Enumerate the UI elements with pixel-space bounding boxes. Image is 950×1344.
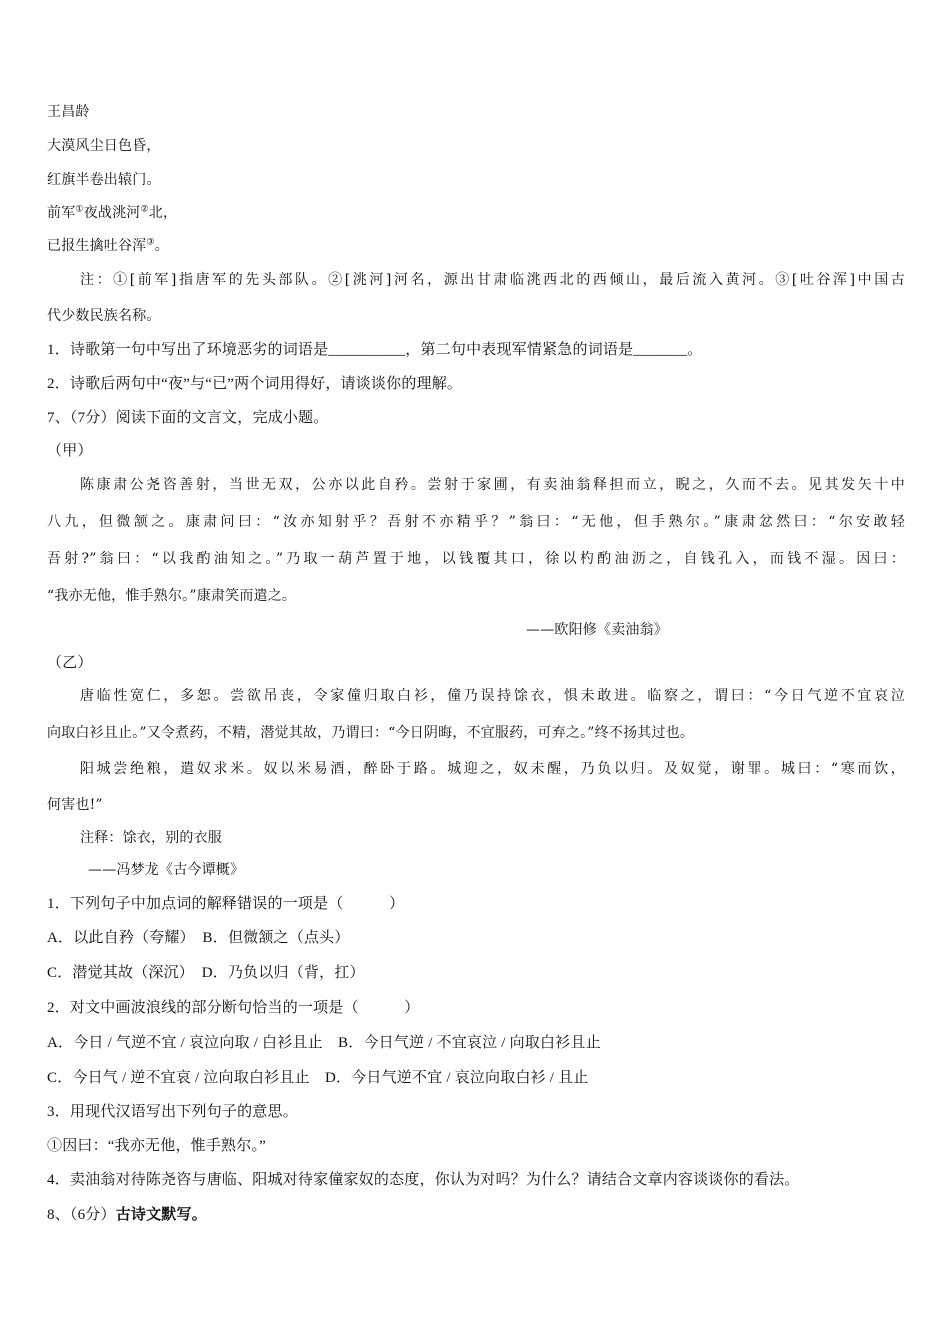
poem-line-4: 已报生擒吐谷浑③。 <box>47 237 169 254</box>
q7-sub-2: 2．对文中画波浪线的部分断句恰当的一项是（ ） <box>47 1000 420 1016</box>
q8-title: 古诗文默写。 <box>115 1207 207 1223</box>
q7-yi-line-3: 阳城尝绝粮，遣奴求米。奴以米易酒，醉卧于路。城迎之，奴未醒，乃负以归。及奴觉，谢罪。城曰：“寒而饮， <box>80 761 905 777</box>
q7-sub-2-options-cd: C．今日气 / 逆不宜哀 / 泣向取白衫且止 D．今日气逆不宜 / 哀泣向取白衫 / 且止 <box>47 1070 589 1086</box>
q7-sub-1: 1．下列句子中加点词的解释错误的一项是（ ） <box>47 896 405 912</box>
poem-note-line-1: 注：①[前军]指唐军的先头部队。②[洮河]河名，源出甘肃临洮西北的西倾山，最后流入黄河。③[吐谷浑]中国古 <box>80 272 905 288</box>
q6-item-1: 1．诗歌第一句中写出了环境恶劣的词语是__________，第二句中表现军情紧急的词语是_______。 <box>47 342 703 358</box>
poem-line-3: 前军①夜战洮河②北， <box>47 204 178 221</box>
q7-sub-2-options-ab: A．今日 / 气逆不宜 / 哀泣向取 / 白衫且止 B．今日气逆 / 不宜哀泣 / 向取白衫且止 <box>47 1035 601 1051</box>
poem-line-1: 大漠风尘日色昏， <box>47 138 161 154</box>
q7-sub-3: 3．用现代汉语写出下列句子的意思。 <box>47 1104 298 1120</box>
q7-yi-note: 注释：馀衣，别的衣服 <box>80 830 222 846</box>
q7-jia-label: （甲） <box>47 443 93 459</box>
note-mark-1: ① <box>75 204 84 215</box>
poem-note-line-2: 代少数民族名称。 <box>47 308 161 324</box>
q7-jia-source: ——欧阳修《卖油翁》 <box>526 622 668 638</box>
q7-yi-label: （乙） <box>47 655 93 671</box>
poem-line-2: 红旗半卷出辕门。 <box>47 172 161 188</box>
q7-yi-line-1: 唐临性宽仁，多恕。尝欲吊丧，令家僮归取白衫，僮乃误持馀衣，惧未敢进。临察之，谓曰：“今日气逆不宜哀泣 <box>80 688 905 704</box>
q7-jia-line-1: 陈康肃公尧咨善射，当世无双，公亦以此自矜。尝射于家圃，有卖油翁释担而立，睨之，久而不去。见其发矢十中 <box>80 477 905 493</box>
q6-item-2: 2．诗歌后两句中“夜”与“已”两个词用得好，请谈谈你的理解。 <box>47 376 463 392</box>
q7-sub-1-options-cd: C．潜觉其故（深沉） D．乃负以归（背，扛） <box>47 965 365 981</box>
q7-heading: 7、（7分）阅读下面的文言文，完成小题。 <box>47 410 329 426</box>
q8-heading: 8、（6分）古诗文默写。 <box>47 1207 207 1223</box>
q7-yi-source: ——冯梦龙《古今谭概》 <box>88 862 245 878</box>
poem-author: 王昌龄 <box>47 104 90 120</box>
q7-sub-3-item: ①因曰：“我亦无他，惟手熟尔。” <box>47 1138 267 1154</box>
note-mark-3: ③ <box>146 237 155 248</box>
q7-jia-line-3: 吾射?”翁曰：“以我酌油知之。”乃取一葫芦置于地，以钱覆其口，徐以杓酌油沥之，自钱孔入，而钱不湿。因曰： <box>47 551 905 567</box>
q7-sub-1-options-ab: A．以此自矜（夸耀） B．但微颔之（点头） <box>47 930 350 946</box>
q7-jia-line-4: “我亦无他，惟手熟尔。”康肃笑而遣之。 <box>47 588 297 604</box>
q7-sub-4: 4．卖油翁对待陈尧咨与唐临、阳城对待家僮家奴的态度，你认为对吗？为什么？请结合文章内容谈谈你的看法。 <box>47 1172 800 1188</box>
q7-yi-line-2: 向取白衫且止。”又令煮药，不精，潜觉其故，乃谓曰：“今日阴晦，不宜服药，可弃之。”终不扬其过也。 <box>47 725 695 741</box>
note-mark-2: ② <box>140 204 149 215</box>
q7-jia-line-2: 八九，但微颔之。康肃问曰：“汝亦知射乎？吾射不亦精乎？”翁曰：“无他，但手熟尔。”康肃忿然曰：“尔安敢轻 <box>47 514 905 530</box>
q7-yi-line-4: 何害也!” <box>47 797 103 813</box>
